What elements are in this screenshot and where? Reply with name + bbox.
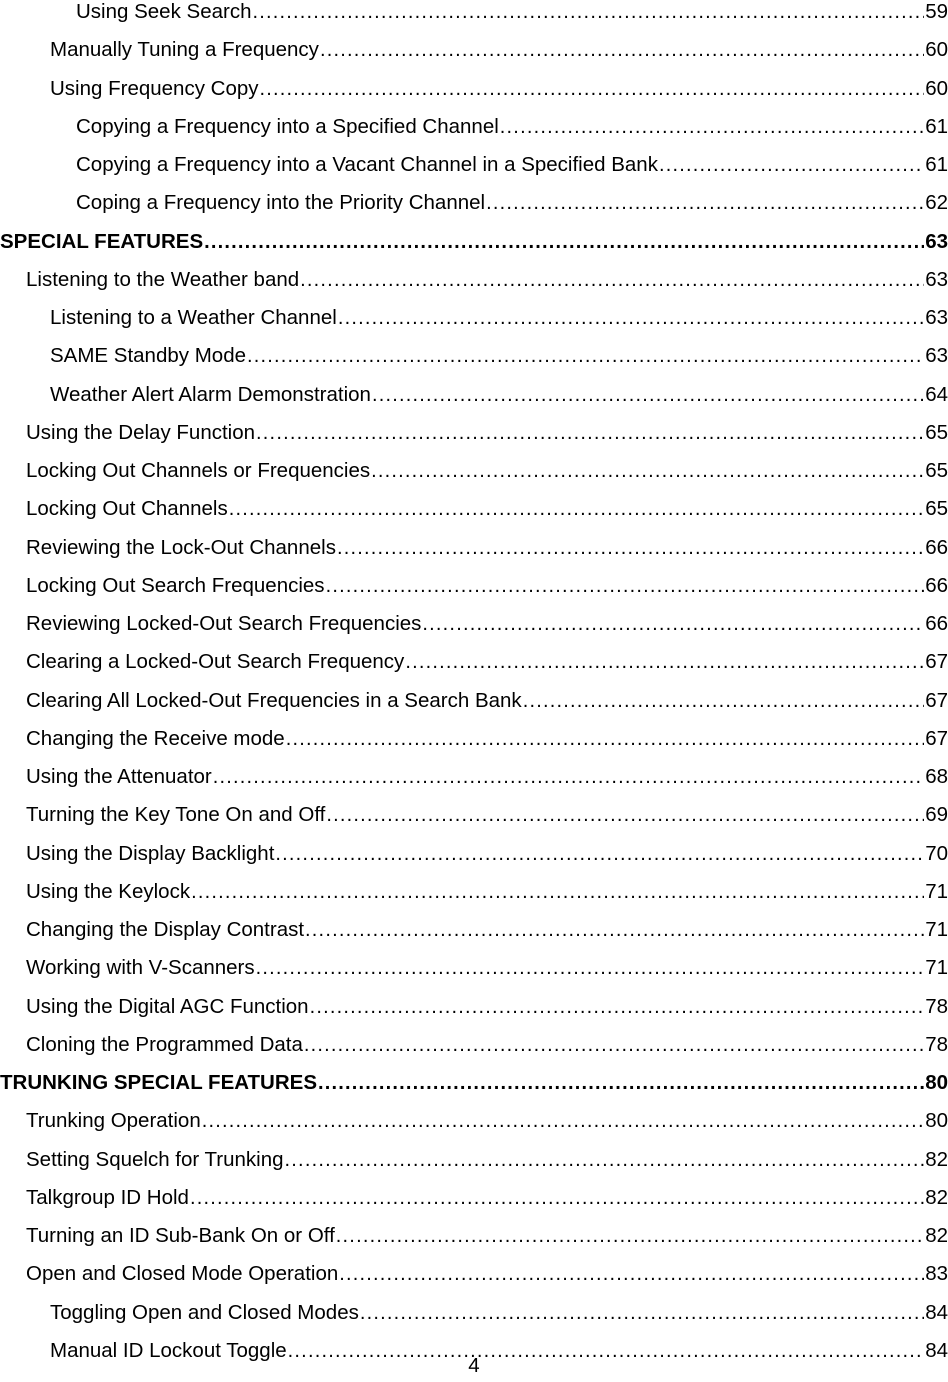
toc-entry-page-number: 71 xyxy=(925,879,948,903)
toc-entry-page-number: 66 xyxy=(925,535,948,559)
dot-leader xyxy=(310,995,925,1019)
dot-leader xyxy=(320,38,924,62)
toc-entry-title: Weather Alert Alarm Demonstration xyxy=(50,382,371,406)
dot-leader xyxy=(260,77,925,101)
toc-entry-page-number: 70 xyxy=(925,841,948,865)
toc-entry-title: SPECIAL FEATURES xyxy=(0,229,204,253)
toc-entry-title: Using the Display Backlight xyxy=(26,841,275,865)
toc-entry[interactable] xyxy=(26,758,948,796)
toc-entry-page-number: 61 xyxy=(925,114,948,138)
toc-entry-page-number: 80 xyxy=(925,1109,948,1133)
toc-entry-title: Copying a Frequency into a Specified Channel xyxy=(76,114,499,138)
toc-entry-page-number: 82 xyxy=(925,1224,948,1247)
toc-entry-page-number: 59 xyxy=(925,0,948,23)
toc-entry[interactable] xyxy=(76,184,948,222)
dot-leader xyxy=(285,1148,925,1172)
dot-leader xyxy=(202,1109,924,1133)
toc-entry-page-number: 62 xyxy=(925,191,948,215)
toc-entry-page-number: 65 xyxy=(925,497,948,521)
toc-entry-page-number: 65 xyxy=(925,420,948,444)
toc-entry[interactable] xyxy=(26,682,948,720)
toc-entry-page-number: 67 xyxy=(925,650,948,674)
toc-entry-title: Changing the Display Contrast xyxy=(26,918,305,941)
toc-entry-page-number: 61 xyxy=(925,153,948,176)
toc-entry[interactable] xyxy=(26,988,948,1026)
toc-entry-title: Trunking Operation xyxy=(26,1109,201,1133)
toc-entry-title: Manual ID Lockout Toggle xyxy=(50,1338,287,1362)
toc-entry-title: Using Frequency Copy xyxy=(50,76,259,100)
toc-entry-title: Listening to a Weather Channel xyxy=(50,306,337,329)
toc-entry[interactable] xyxy=(50,337,948,375)
toc-entry-page-number: 66 xyxy=(925,573,948,597)
toc-entry-page-number: 84 xyxy=(925,1338,948,1362)
toc-entry-title: Using the Digital AGC Function xyxy=(26,994,309,1018)
toc-entry-title: Using the Attenuator xyxy=(26,765,212,788)
dot-leader xyxy=(305,918,924,942)
page-number: 4 xyxy=(468,1354,480,1377)
toc-entry[interactable] xyxy=(26,452,948,490)
toc-entry-page-number: 83 xyxy=(925,1262,948,1286)
dot-leader xyxy=(213,765,924,789)
toc-entry[interactable] xyxy=(26,1217,948,1255)
toc-entry-title: Locking Out Channels or Frequencies xyxy=(26,459,371,482)
dot-leader xyxy=(338,306,924,330)
toc-entry-page-number: 71 xyxy=(925,956,948,980)
toc-entry-page-number: 80 xyxy=(925,1071,948,1094)
toc-entry-title: Using the Delay Function xyxy=(26,420,256,444)
toc-entry[interactable] xyxy=(76,146,948,184)
dot-leader xyxy=(339,1262,924,1286)
dot-leader xyxy=(336,1224,924,1248)
toc-entry[interactable] xyxy=(26,1102,948,1140)
dot-leader xyxy=(252,0,924,24)
toc-entry-page-number: 82 xyxy=(925,1185,948,1209)
toc-entry-title: Cloning the Programmed Data xyxy=(26,1032,303,1056)
toc-entry-page-number: 68 xyxy=(925,765,948,788)
dot-leader xyxy=(326,803,924,827)
toc-entry[interactable] xyxy=(26,1026,948,1064)
toc-entry-title: Reviewing the Lock-Out Channels xyxy=(26,535,336,559)
toc-entry-title: Working with V-Scanners xyxy=(26,956,255,980)
dot-leader xyxy=(405,650,924,674)
dot-leader xyxy=(318,1071,924,1095)
toc-entry-page-number: 66 xyxy=(925,612,948,635)
dot-leader xyxy=(286,727,924,751)
toc-entry-page-number: 60 xyxy=(925,76,948,100)
toc-entry-title: Using the Keylock xyxy=(26,879,191,903)
toc-entry-page-number: 71 xyxy=(925,918,948,941)
toc-entry[interactable] xyxy=(26,873,948,911)
toc-entry[interactable] xyxy=(26,1141,948,1179)
toc-entry[interactable] xyxy=(26,605,948,643)
toc-entry-page-number: 63 xyxy=(925,306,948,329)
dot-leader xyxy=(190,1186,924,1210)
toc-entry[interactable] xyxy=(26,490,948,528)
dot-leader xyxy=(523,689,925,713)
toc-entry-page-number: 82 xyxy=(925,1147,948,1171)
toc-entry-page-number: 63 xyxy=(925,267,948,291)
toc-entry-title: Changing the Receive mode xyxy=(26,726,285,750)
toc-entry[interactable] xyxy=(50,299,948,337)
toc-entry-page-number: 63 xyxy=(925,344,948,368)
toc-entry[interactable] xyxy=(50,31,948,69)
dot-leader xyxy=(256,956,925,980)
toc-entry-title: Clearing All Locked-Out Frequencies in a Search Bank xyxy=(26,688,522,712)
dot-leader xyxy=(204,230,924,254)
toc-entry[interactable] xyxy=(26,911,948,949)
toc-entry-title: Using Seek Search xyxy=(76,0,252,23)
toc-entry-page-number: 64 xyxy=(925,382,948,406)
toc-entry-title: Locking Out Search Frequencies xyxy=(26,573,325,597)
toc-entry-title: Toggling Open and Closed Modes xyxy=(50,1300,359,1324)
toc-entry-title: Turning the Key Tone On and Off xyxy=(26,803,326,827)
toc-entry[interactable] xyxy=(26,529,948,567)
toc-entry[interactable] xyxy=(26,567,948,605)
toc-section-heading[interactable] xyxy=(0,1064,948,1102)
toc-entry-title: Manually Tuning a Frequency xyxy=(50,38,319,62)
dot-leader xyxy=(304,1033,924,1057)
toc-entry-page-number: 84 xyxy=(925,1300,948,1324)
dot-leader xyxy=(229,497,924,521)
toc-entry-page-number: 63 xyxy=(925,229,948,253)
dot-leader xyxy=(659,153,924,177)
toc-entry-page-number: 78 xyxy=(925,1032,948,1056)
toc-entry-title: Locking Out Channels xyxy=(26,497,228,521)
toc-entry-title: TRUNKING SPECIAL FEATURES xyxy=(0,1071,318,1094)
toc-entry[interactable] xyxy=(50,376,948,414)
toc-entry-title: SAME Standby Mode xyxy=(50,344,246,368)
toc-entry-title: Copying a Frequency into a Vacant Channel in a Specified Bank xyxy=(76,153,658,176)
dot-leader xyxy=(300,268,924,292)
toc-entry[interactable] xyxy=(26,835,948,873)
dot-leader xyxy=(256,421,924,445)
toc-entry-page-number: 67 xyxy=(925,726,948,750)
toc-entry[interactable] xyxy=(26,1255,948,1293)
toc-entry-title: Reviewing Locked-Out Search Frequencies xyxy=(26,612,422,635)
toc-entry[interactable] xyxy=(50,70,948,108)
toc-entry-title: Setting Squelch for Trunking xyxy=(26,1147,284,1171)
toc-entry-title: Listening to the Weather band xyxy=(26,267,300,291)
toc-entry-page-number: 78 xyxy=(925,994,948,1018)
dot-leader xyxy=(486,191,924,215)
toc-entry[interactable] xyxy=(50,1294,948,1332)
toc-entry-title: Clearing a Locked-Out Search Frequency xyxy=(26,650,405,674)
dot-leader xyxy=(191,880,924,904)
dot-leader xyxy=(500,115,924,139)
toc-entry[interactable] xyxy=(26,720,948,758)
dot-leader xyxy=(372,383,924,407)
toc-entry[interactable] xyxy=(26,261,948,299)
toc-entry-title: Talkgroup ID Hold xyxy=(26,1185,189,1209)
toc-entry-page-number: 69 xyxy=(925,803,948,827)
toc-entry-page-number: 65 xyxy=(925,459,948,482)
toc-entry[interactable] xyxy=(76,0,948,31)
toc-entry-title: Coping a Frequency into the Priority Channel xyxy=(76,191,486,215)
dot-leader xyxy=(247,344,924,368)
toc-entry-title: Turning an ID Sub-Bank On or Off xyxy=(26,1224,335,1247)
dot-leader xyxy=(337,536,924,560)
toc-entry[interactable] xyxy=(26,643,948,681)
toc-entry[interactable] xyxy=(76,108,948,146)
toc-entry-page-number: 67 xyxy=(925,688,948,712)
toc-entry[interactable] xyxy=(26,796,948,834)
dot-leader xyxy=(422,612,924,636)
toc-entry-page-number: 60 xyxy=(925,38,948,62)
toc-entry[interactable] xyxy=(26,1179,948,1217)
dot-leader xyxy=(326,574,925,598)
toc-entry-title: Open and Closed Mode Operation xyxy=(26,1262,339,1286)
toc-entry[interactable] xyxy=(26,949,948,987)
dot-leader xyxy=(371,459,924,483)
toc-entry[interactable] xyxy=(26,414,948,452)
dot-leader xyxy=(275,842,924,866)
toc-section-heading[interactable] xyxy=(0,223,948,261)
dot-leader xyxy=(360,1301,924,1325)
